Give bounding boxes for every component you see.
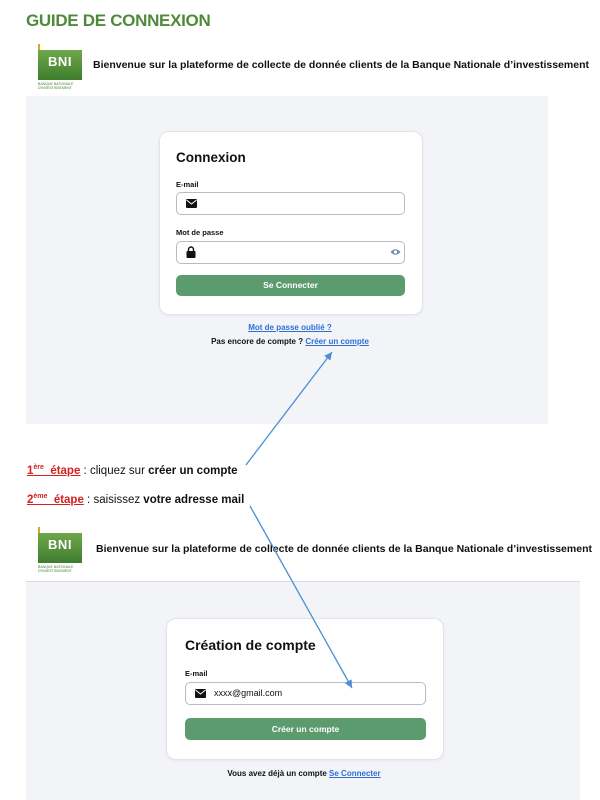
step-2-number: 2ème étape <box>27 493 84 506</box>
welcome-text: Bienvenue sur la plateforme de collecte de donnée clients de la Banque Nationale d’investissement <box>93 59 589 71</box>
step-1-text: : cliquez sur <box>80 464 149 477</box>
bni-logo-2: BNI BANQUE NATIONALE D'INVESTISSEMENT <box>38 527 84 575</box>
bni-logo: BNI BANQUE NATIONALE D'INVESTISSEMENT <box>38 44 84 92</box>
login-button[interactable]: Se Connecter <box>176 275 405 296</box>
step-2-text: : saisissez <box>83 493 144 506</box>
welcome-text-2: Bienvenue sur la plateforme de collecte de donnée clients de la Banque Nationale d’investissement <box>96 543 592 555</box>
arrow-icon <box>246 352 332 465</box>
step-1-bold: créer un compte <box>148 464 238 477</box>
doc-title: GUIDE DE CONNEXION <box>26 11 211 30</box>
login-link[interactable]: Se Connecter <box>329 769 381 778</box>
signup-email-label: E-mail <box>185 669 208 678</box>
create-account-button[interactable]: Créer un compte <box>185 718 426 740</box>
create-account-link[interactable]: Créer un compte <box>305 337 369 346</box>
signup-title: Création de compte <box>185 637 316 653</box>
login-title: Connexion <box>176 150 246 165</box>
email-label: E-mail <box>176 180 199 189</box>
password-label: Mot de passe <box>176 228 224 237</box>
signup-email-value: xxxx@gmail.com <box>214 688 283 698</box>
forgot-password-link[interactable]: Mot de passe oublié ? <box>248 323 332 332</box>
no-account-text: Pas encore de compte ? <box>211 337 304 346</box>
arrow-icon <box>250 506 352 688</box>
step-1-number: 1ère étape <box>27 464 81 477</box>
has-account-text: Vous avez déjà un compte <box>227 769 327 778</box>
step-2-bold: votre adresse mail <box>143 493 245 506</box>
